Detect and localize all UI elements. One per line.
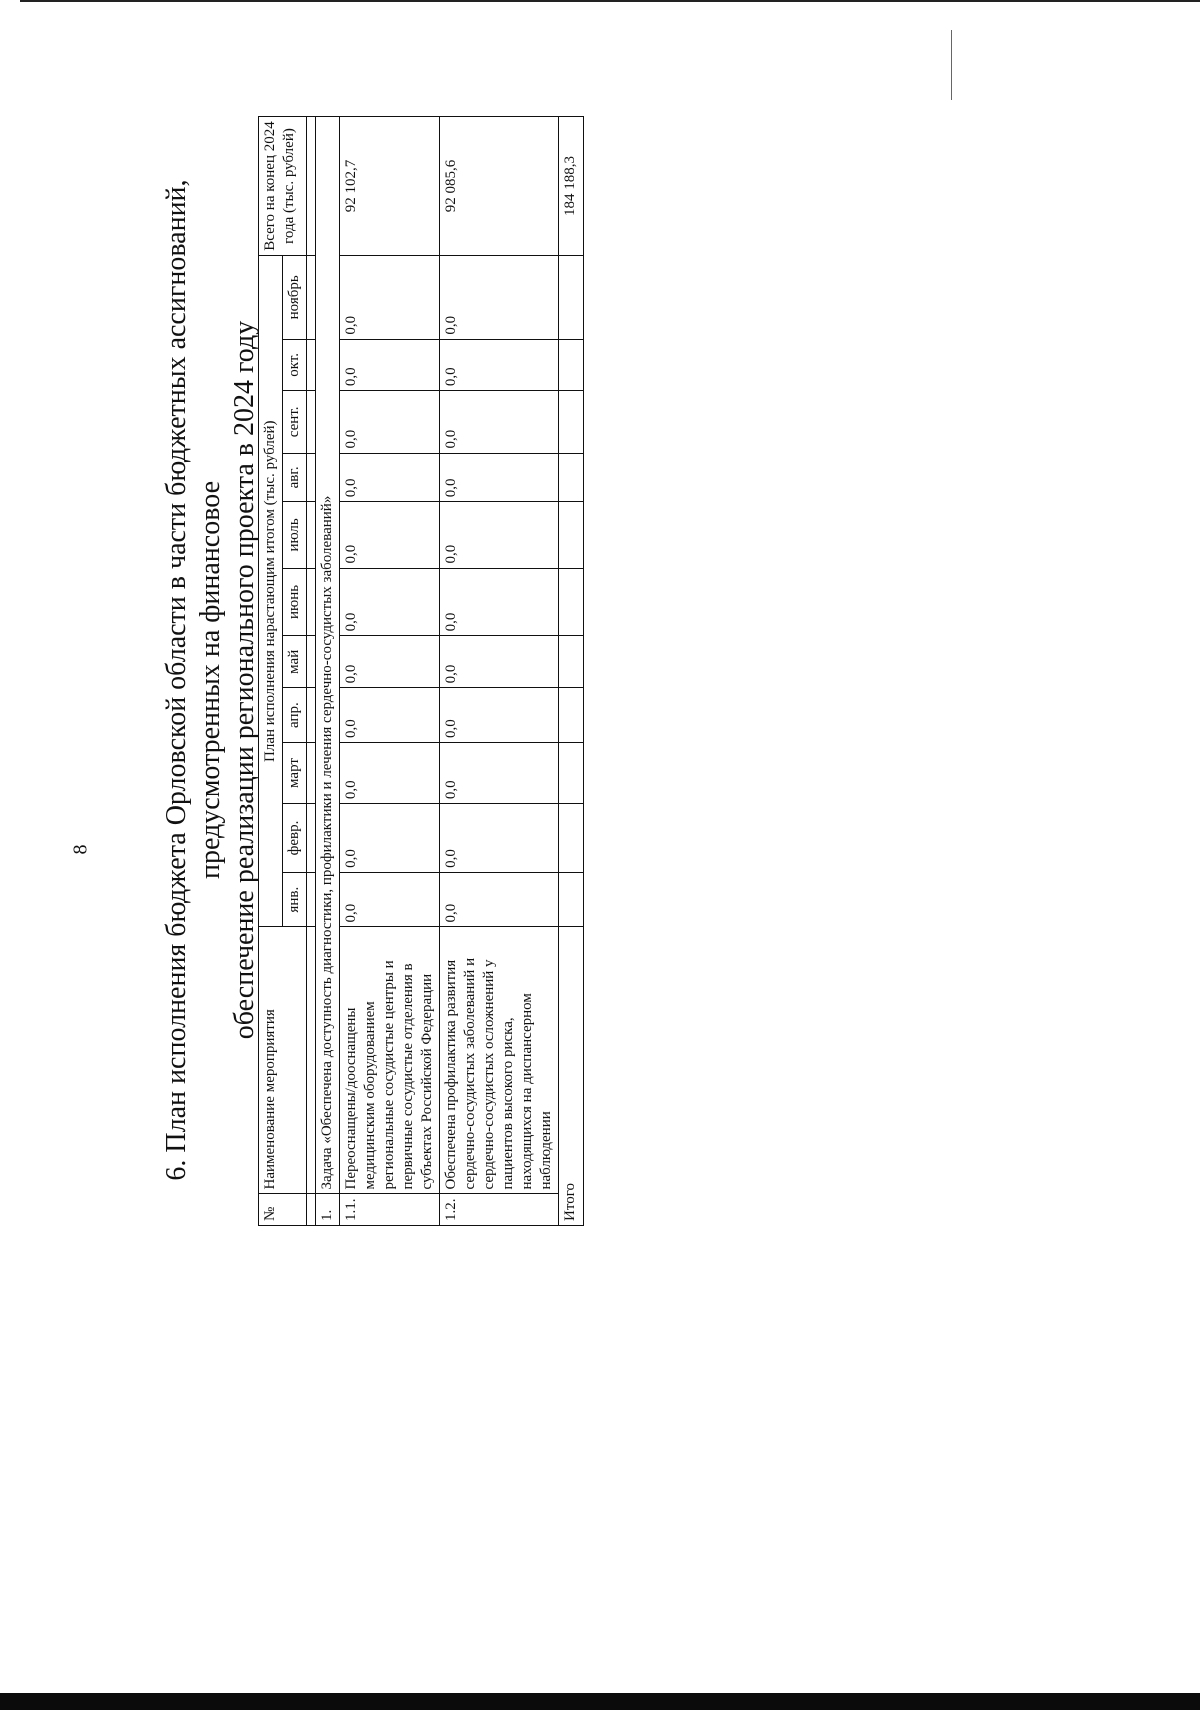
month-jul: июль [283, 502, 307, 568]
row-value: 0,0 [340, 742, 440, 803]
row-value: 0,0 [340, 256, 440, 340]
spacer-row [307, 117, 316, 1226]
month-apr: апр. [283, 688, 307, 743]
month-oct: окт. [283, 339, 307, 391]
row-value: 0,0 [440, 502, 559, 568]
row-value: 0,0 [440, 339, 559, 391]
scan-mark [951, 30, 952, 100]
month-nov: ноябрь [283, 256, 307, 340]
task-text: Задача «Обеспечена доступность диагностики, профилактики и лечения сердечно-сосудистых заболеваний» [316, 117, 340, 1195]
row-name: Переоснащены/дооснащены медицинским оборудованием региональные сосудистые центры и первичные сосудистые отделения в субъектах Российской Федерации [340, 927, 440, 1194]
title-line-1: 6. План исполнения бюджета Орловской области в части бюджетных ассигнований, предусмотренных на финансовое [161, 179, 226, 1181]
row-num: 1.1. [340, 1194, 440, 1226]
itogo-total: 184 188,3 [559, 117, 584, 256]
row-value: 0,0 [440, 391, 559, 453]
budget-plan-table [258, 116, 584, 1226]
row-value: 0,0 [340, 568, 440, 636]
row-value: 0,0 [340, 391, 440, 453]
document-title [160, 110, 262, 1250]
row-value: 0,0 [440, 872, 559, 927]
row-value: 0,0 [440, 742, 559, 803]
row-num: 1.2. [440, 1194, 559, 1226]
month-may: май [283, 636, 307, 688]
month-aug: авг. [283, 453, 307, 502]
itogo-row [559, 117, 584, 1226]
row-value: 0,0 [440, 453, 559, 502]
row-value: 0,0 [340, 502, 440, 568]
title-line-2: обеспечение реализации регионального проекта в 2024 году [229, 320, 260, 1040]
row-value: 0,0 [440, 568, 559, 636]
row-value: 0,0 [440, 636, 559, 688]
header-plan: План исполнения нарастающим итогом (тыс. рублей) [259, 256, 283, 928]
header-row [259, 117, 283, 1226]
month-jun: июнь [283, 568, 307, 636]
month-feb: февр. [283, 804, 307, 873]
task-row [316, 117, 340, 1226]
row-value: 0,0 [340, 804, 440, 873]
row-value: 0,0 [340, 872, 440, 927]
header-num: № [259, 1194, 307, 1226]
table-row [440, 117, 559, 1226]
row-value: 0,0 [440, 688, 559, 743]
page-number: 8 [69, 844, 92, 855]
scan-edge-bottom [0, 1693, 1200, 1710]
header-name: Наименование мероприятия [259, 927, 307, 1194]
month-sep: сент. [283, 391, 307, 453]
row-value: 0,0 [440, 804, 559, 873]
row-value: 0,0 [340, 339, 440, 391]
month-mar: март [283, 742, 307, 803]
row-value: 0,0 [340, 636, 440, 688]
scan-edge-top [20, 0, 1200, 2]
task-num: 1. [316, 1194, 340, 1226]
row-value: 0,0 [340, 453, 440, 502]
header-total: Всего на конец 2024 года (тыс. рублей) [259, 117, 307, 256]
row-value: 0,0 [440, 256, 559, 340]
month-jan: янв. [283, 872, 307, 927]
row-value: 0,0 [340, 688, 440, 743]
rotated-document [160, 110, 860, 1250]
itogo-label: Итого [559, 927, 584, 1226]
row-name: Обеспечена профилактика развития сердечно-сосудистых заболеваний и сердечно-сосудистых осложнений у пациентов высокого риска, находящихся на диспансерном наблюдении [440, 927, 559, 1194]
table-row [340, 117, 440, 1226]
row-total: 92 085,6 [440, 117, 559, 256]
row-total: 92 102,7 [340, 117, 440, 256]
